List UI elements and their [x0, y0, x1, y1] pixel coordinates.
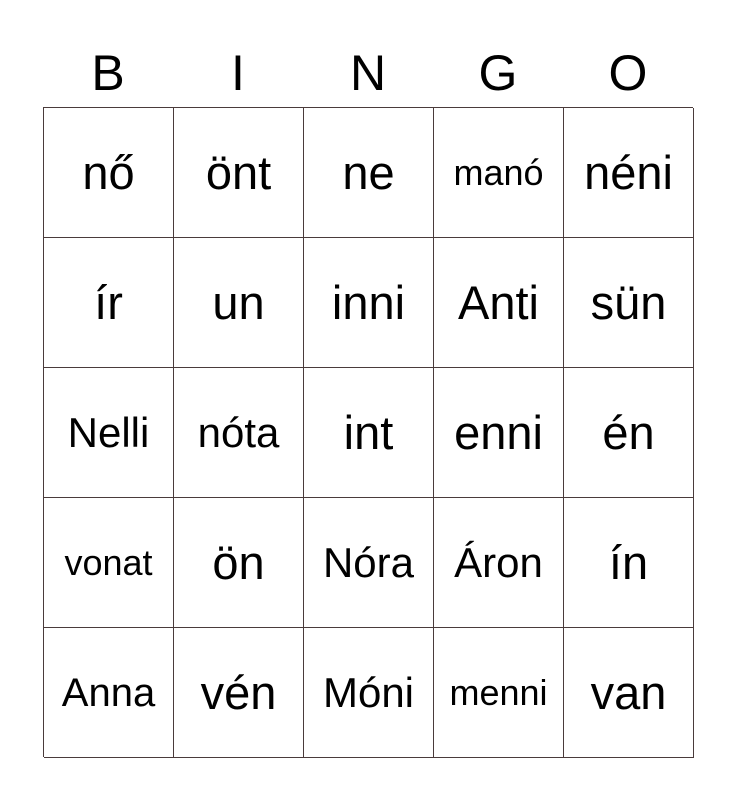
bingo-cell[interactable]: menni	[434, 628, 564, 758]
bingo-cell[interactable]: Áron	[434, 498, 564, 628]
bingo-board	[43, 107, 693, 757]
bingo-cell[interactable]: enni	[434, 368, 564, 498]
header-letter-i: I	[231, 45, 245, 101]
bingo-cell[interactable]: néni	[564, 108, 694, 238]
bingo-cell[interactable]: ír	[44, 238, 174, 368]
header-letter-o: O	[608, 45, 648, 101]
bingo-cell[interactable]: Nóra	[304, 498, 434, 628]
header-letter-b: B	[91, 45, 125, 101]
bingo-cell[interactable]: Móni	[304, 628, 434, 758]
bingo-cell[interactable]: inni	[304, 238, 434, 368]
header-letter-n: N	[349, 45, 387, 101]
bingo-cell[interactable]: nóta	[174, 368, 304, 498]
bingo-header	[43, 40, 693, 106]
bingo-cell[interactable]: vén	[174, 628, 304, 758]
bingo-cell[interactable]: van	[564, 628, 694, 758]
bingo-cell[interactable]: manó	[434, 108, 564, 238]
bingo-cell[interactable]: Anti	[434, 238, 564, 368]
bingo-cell[interactable]: int	[304, 368, 434, 498]
bingo-cell[interactable]: vonat	[44, 498, 174, 628]
bingo-cell[interactable]: ín	[564, 498, 694, 628]
bingo-cell[interactable]: Anna	[44, 628, 174, 758]
header-letter-g: G	[478, 45, 518, 101]
bingo-cell[interactable]: ön	[174, 498, 304, 628]
bingo-cell[interactable]: sün	[564, 238, 694, 368]
bingo-cell[interactable]: nő	[44, 108, 174, 238]
bingo-cell[interactable]: ne	[304, 108, 434, 238]
bingo-cell[interactable]: un	[174, 238, 304, 368]
bingo-cell[interactable]: én	[564, 368, 694, 498]
bingo-cell[interactable]: önt	[174, 108, 304, 238]
bingo-cell[interactable]: Nelli	[44, 368, 174, 498]
